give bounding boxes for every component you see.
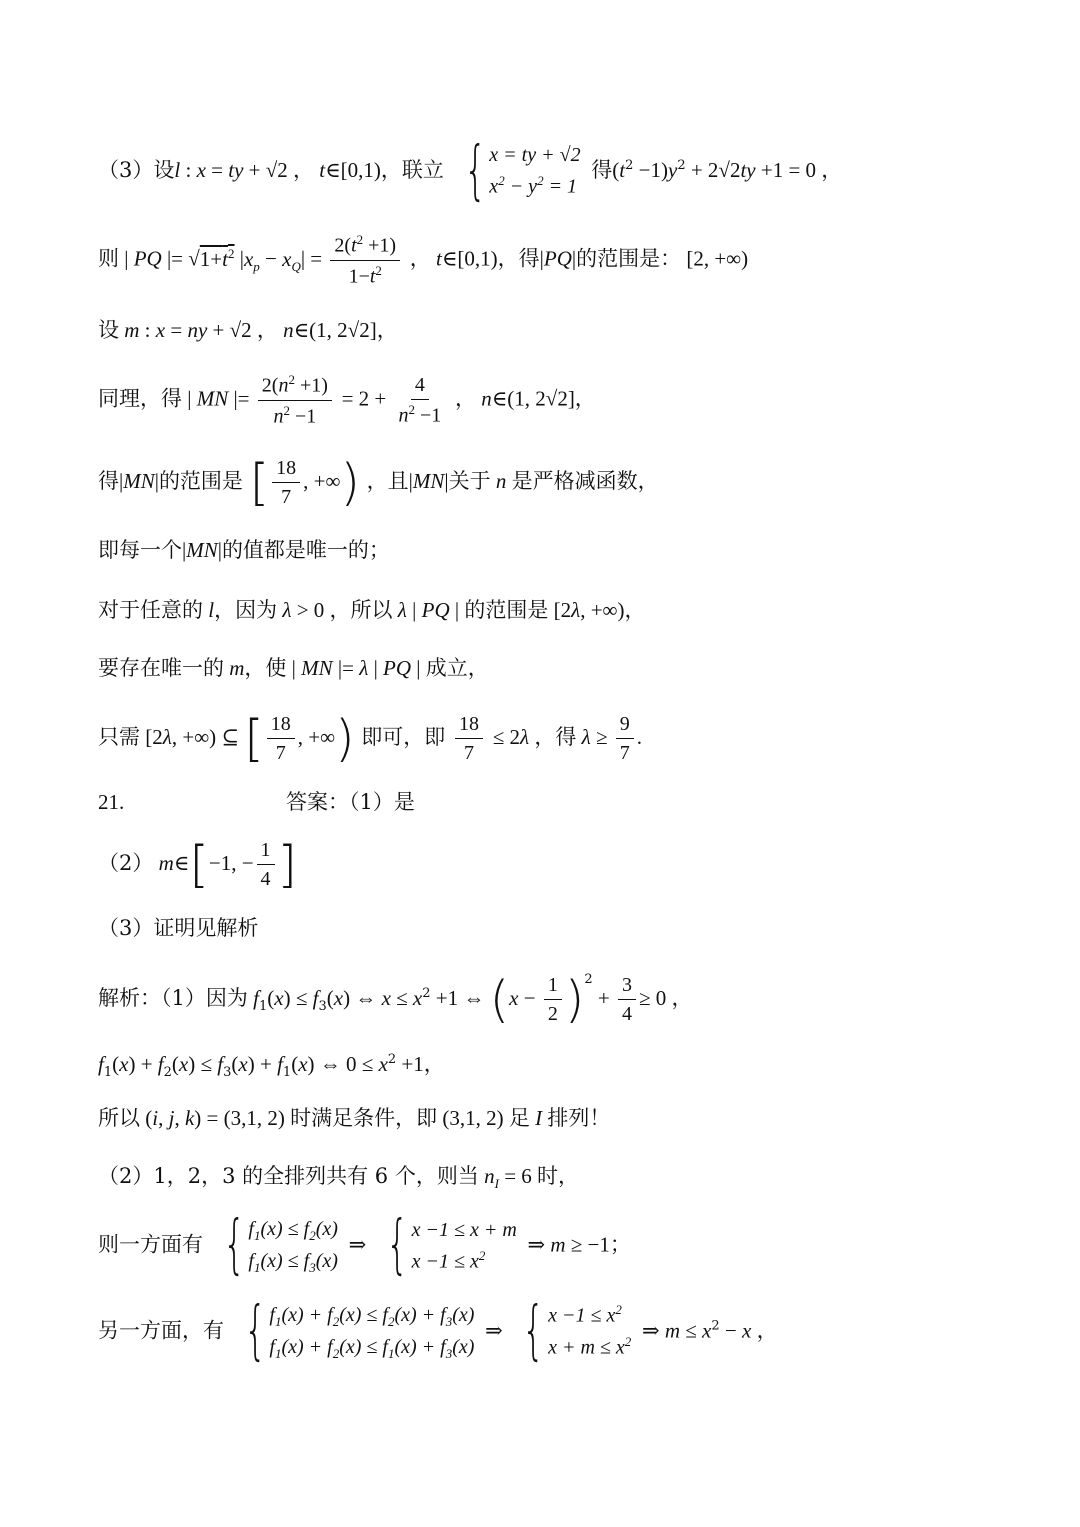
text-line-15: 所以 (i, j, k) = (3,1, 2) 时满足条件，即 (3,1, 2) 足 I 排列！	[98, 1106, 611, 1130]
text-line-11: （2） m∈[−1, − $\frac{1}{4}$ ]	[98, 835, 298, 894]
fraction: $\frac{9}{7}$	[616, 712, 634, 765]
text-line-18: 另一方面，有 { $f_1(x) + f_2(x) \le f_2(x) + f_3(x)$ $f_1(x) + f_2(x) \le f_1(x) + f_3(x)$ ⇒ { $x -1 \le x^2$ $x + m \le x^2$ ⇒ $m \le x^2 - x$ ，	[98, 1294, 778, 1369]
text-line-8: 要存在唯一的 m，使 | MN |= λ | PQ | 成立，	[98, 656, 489, 680]
text-line-13: 解析：（1）因为 $f_1(x) \le f_3(x)$ ⇔ $x \le x^2 +1$ ⇔ (x − $\frac{1}{2}$ )$^2$ + $\frac{3}{4}$ ≥ 0 ，	[98, 970, 693, 1029]
text-line-1: （3）设l : x = ty + √2 ， t∈[0,1)，联立 { x = ty + √2 $x^2 - y^2 = 1$ 得$(t^2 -1)y^2 + 2√2ty +1 = 0$ ，	[98, 133, 843, 208]
fraction: $\frac{1}{4}$	[257, 838, 275, 891]
fraction: $\frac{4}{n^2 -1}$	[398, 373, 442, 427]
fraction: $\frac{2(n^2 +1)}{n^2 -1}$	[258, 372, 332, 428]
system-of-inequalities-4: { $x -1 \le x^2$ $x + m \le x^2$	[522, 1294, 632, 1369]
fraction: $\frac{3}{4}$	[618, 973, 636, 1026]
question-number: 21.	[98, 790, 125, 814]
text-line-7: 对于任意的 l，因为 λ > 0 ，所以 λ | PQ | 的范围是 [2λ, +∞)，	[98, 598, 646, 622]
text-line-3: 设 m : x = ny + √2 ， n∈(1, 2√2]，	[98, 318, 398, 342]
text-line-4: 同理，得 | MN |= $\frac{2(n^2 +1)}{n^2 -1}$ = 2 + $\frac{4}{n^2 -1}$ ， n∈(1, 2√2]，	[98, 372, 596, 428]
fraction: $\frac{18}{7}$	[455, 712, 483, 765]
text-line-9: 只需 [2λ, +∞) ⊆ [ $\frac{18}{7}$ , +∞) 即可，即 $\frac{18}{7}$ ≤ 2λ ，得 λ ≥ $\frac{9}{7}$ .	[98, 709, 642, 768]
system-of-inequalities-1: { $f_1(x) \le f_2(x)$ $f_1(x) \le f_3(x)$	[222, 1208, 338, 1283]
fraction: $\frac{18}{7}$	[267, 712, 295, 765]
fraction: $\frac{1}{2}$	[544, 973, 562, 1026]
system-of-inequalities-2: { x −1 ≤ x + m $x -1 \le x^2$	[386, 1208, 517, 1283]
fraction: $\frac{18}{7}$	[272, 456, 300, 509]
text-line-10	[98, 790, 1020, 815]
text-line-12: （3）证明见解析	[98, 916, 259, 940]
text-line-5: 得|MN|的范围是 [ $\frac{18}{7}$ , +∞) ，且|MN|关于 n 是严格减函数，	[98, 453, 659, 512]
fraction: $\frac{2(t^2 +1)}{1-t^2}$	[330, 232, 400, 288]
text-line-2: 则 | PQ |= $√1+t^2$ $|x_p - x_Q|$ = $\frac{2(t^2 +1)}{1-t^2}$ ， t∈[0,1)，得|PQ|的范围是： [2, +∞)	[98, 232, 749, 288]
text-line-14: $f_1(x) + f_2(x) \le f_3(x) + f_1(x)$ ⇔ $0 \le x^2 +1$，	[98, 1052, 445, 1081]
system-of-equations-1: { x = ty + √2 $x^2 - y^2 = 1$	[463, 133, 581, 208]
text-line-6: 即每一个|MN|的值都是唯一的；	[98, 538, 390, 562]
text-line-17: 则一方面有 { $f_1(x) \le f_2(x)$ $f_1(x) \le f_3(x)$ ⇒ { x −1 ≤ x + m $x -1 \le x^2$ ⇒ m ≥ −1；	[98, 1208, 631, 1283]
answer-label: 答案：（1）是	[286, 790, 415, 814]
system-of-inequalities-3: { $f_1(x) + f_2(x) \le f_2(x) + f_3(x)$ $f_1(x) + f_2(x) \le f_1(x) + f_3(x)$	[243, 1294, 475, 1369]
text-line-16: （2）1，2，3 的全排列共有 6 个，则当 $n_I = 6$ 时，	[98, 1164, 580, 1192]
